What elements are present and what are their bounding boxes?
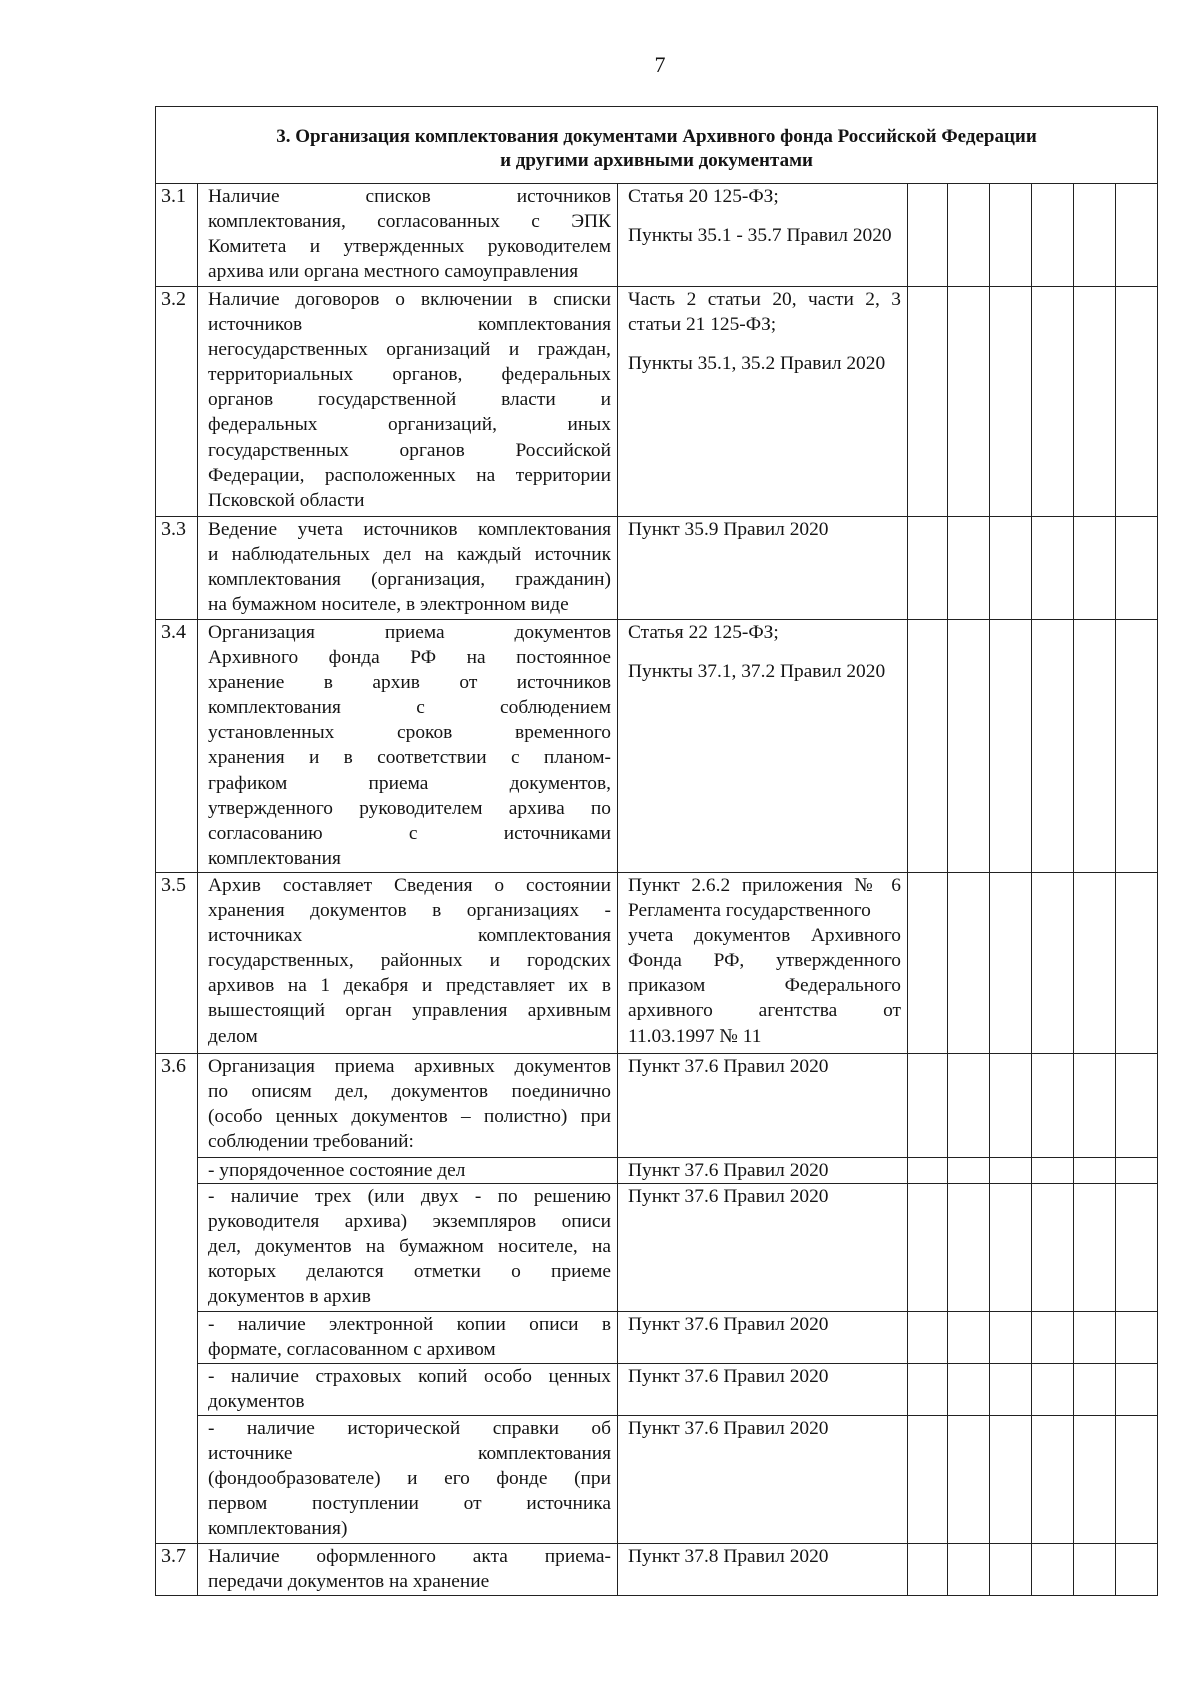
requirement-line: руководителя архива) экземпляров описи xyxy=(208,1211,611,1233)
requirement-cell xyxy=(198,1364,618,1416)
table-row xyxy=(156,1054,1158,1158)
mark-cell[interactable] xyxy=(1074,1184,1116,1312)
requirement-line: - наличие страховых копий особо ценных xyxy=(208,1366,611,1388)
requirement-line: комплектования xyxy=(208,847,341,869)
mark-cell[interactable] xyxy=(948,1544,990,1596)
reference-line: Регламента государственного xyxy=(628,900,871,922)
requirement-cell xyxy=(198,1054,618,1158)
mark-cell[interactable] xyxy=(1116,620,1158,873)
mark-cell[interactable] xyxy=(948,184,990,287)
requirement-line: федеральных организаций, иных xyxy=(208,414,611,436)
mark-cell[interactable] xyxy=(1032,1544,1074,1596)
reference-cell xyxy=(618,1158,908,1184)
mark-cell[interactable] xyxy=(908,1054,948,1158)
mark-cell[interactable] xyxy=(908,1312,948,1364)
table-row xyxy=(156,517,1158,620)
mark-cell[interactable] xyxy=(1032,287,1074,517)
reference-cell xyxy=(618,1184,908,1312)
requirement-line: формате, согласованном с архивом xyxy=(208,1339,496,1361)
mark-cell[interactable] xyxy=(1032,1416,1074,1544)
mark-cell[interactable] xyxy=(1074,1544,1116,1596)
checklist-table xyxy=(155,106,1158,1596)
mark-cell[interactable] xyxy=(990,1544,1032,1596)
mark-cell[interactable] xyxy=(1032,620,1074,873)
reference-line: статьи 21 125-ФЗ; xyxy=(628,314,777,336)
requirement-line: Ведение учета источников комплектования xyxy=(208,519,611,540)
table-row xyxy=(156,287,1158,517)
mark-cell[interactable] xyxy=(908,1544,948,1596)
requirement-line: государственных органов Российской xyxy=(208,439,611,461)
mark-cell[interactable] xyxy=(1032,1054,1074,1158)
requirement-line: хранения и в соответствии с планом- xyxy=(208,747,611,769)
mark-cell[interactable] xyxy=(1074,873,1116,1054)
table-row xyxy=(156,1312,1158,1364)
mark-cell[interactable] xyxy=(1116,1544,1158,1596)
reference-line: Пункт 37.6 Правил 2020 xyxy=(628,1056,829,1077)
mark-cell[interactable] xyxy=(1074,620,1116,873)
requirement-line: комплектования с соблюдением xyxy=(208,697,611,719)
mark-cell[interactable] xyxy=(1074,1364,1116,1416)
reference-cell xyxy=(618,873,908,1054)
reference-cell xyxy=(618,620,908,873)
reference-line: архивного агентства от xyxy=(628,1000,901,1022)
requirement-line: Федерации, расположенных на территории xyxy=(208,464,611,486)
requirement-line: Организация приема архивных документов xyxy=(208,1056,611,1077)
requirement-line: архива или органа местного самоуправления xyxy=(208,261,579,283)
requirement-line: комплектования) xyxy=(208,1518,348,1540)
reference-cell xyxy=(618,287,908,517)
requirement-line: и наблюдательных дел на каждый источник xyxy=(208,544,611,566)
reference-line: Пункты 37.1, 37.2 Правил 2020 xyxy=(628,661,886,683)
mark-cell[interactable] xyxy=(1032,1364,1074,1416)
section-title-line2: и другими архивными документами xyxy=(500,150,813,171)
mark-cell[interactable] xyxy=(1116,1054,1158,1158)
reference-line: Пункт 37.6 Правил 2020 xyxy=(628,1160,829,1181)
mark-cell[interactable] xyxy=(948,873,990,1054)
mark-cell[interactable] xyxy=(1032,1158,1074,1184)
mark-cell[interactable] xyxy=(948,1054,990,1158)
page-number: 7 xyxy=(654,52,666,77)
mark-cell[interactable] xyxy=(990,1158,1032,1184)
requirement-cell xyxy=(198,1416,618,1544)
reference-line: Статья 22 125-ФЗ; xyxy=(628,622,779,643)
requirement-line: хранения документов в организациях - xyxy=(208,900,611,922)
requirement-cell xyxy=(198,287,618,517)
table-row xyxy=(156,1544,1158,1596)
mark-cell[interactable] xyxy=(1032,517,1074,620)
requirement-line: первом поступлении от источника xyxy=(208,1493,611,1515)
reference-line: Пункт 37.6 Правил 2020 xyxy=(628,1314,829,1336)
mark-cell[interactable] xyxy=(1116,517,1158,620)
requirement-line: по описям дел, документов поединично xyxy=(208,1081,611,1103)
requirement-cell xyxy=(198,873,618,1054)
reference-line: Фонда РФ, утвержденного xyxy=(628,950,901,972)
requirement-cell xyxy=(198,517,618,620)
requirement-line: Наличие договоров о включении в списки xyxy=(208,289,611,310)
requirement-line: источниках комплектования xyxy=(208,925,611,947)
requirement-line: делом xyxy=(208,1025,258,1047)
item-number: 3.5 xyxy=(156,873,198,1054)
mark-cell[interactable] xyxy=(948,1364,990,1416)
mark-cell[interactable] xyxy=(1074,1312,1116,1364)
mark-cell[interactable] xyxy=(990,517,1032,620)
reference-line: 11.03.1997 № 11 xyxy=(628,1025,762,1047)
mark-cell[interactable] xyxy=(1074,1416,1116,1544)
reference-cell xyxy=(618,517,908,620)
mark-cell[interactable] xyxy=(1116,873,1158,1054)
reference-cell xyxy=(618,1416,908,1544)
mark-cell[interactable] xyxy=(990,1184,1032,1312)
mark-cell[interactable] xyxy=(1032,873,1074,1054)
mark-cell[interactable] xyxy=(908,1416,948,1544)
mark-cell[interactable] xyxy=(990,620,1032,873)
mark-cell[interactable] xyxy=(990,873,1032,1054)
reference-line: Пункт 37.6 Правил 2020 xyxy=(628,1418,829,1440)
reference-line: Часть 2 статьи 20, части 2, 3 xyxy=(628,289,901,310)
requirement-line: соблюдении требований: xyxy=(208,1131,414,1153)
requirement-line: дел, документов на бумажном носителе, на xyxy=(208,1236,611,1258)
item-number: 3.4 xyxy=(156,620,198,873)
reference-cell xyxy=(618,1364,908,1416)
requirement-line: графиком приема документов, xyxy=(208,772,611,794)
mark-cell[interactable] xyxy=(1074,184,1116,287)
mark-cell[interactable] xyxy=(908,517,948,620)
requirement-line: хранение в архив от источников xyxy=(208,672,611,694)
requirement-line: документов xyxy=(208,1391,305,1413)
table-row xyxy=(156,184,1158,287)
requirement-line: на бумажном носителе, в электронном виде xyxy=(208,594,569,616)
mark-cell[interactable] xyxy=(990,184,1032,287)
table-row xyxy=(156,873,1158,1054)
table-row xyxy=(156,1184,1158,1312)
reference-line: Пункт 37.8 Правил 2020 xyxy=(628,1546,829,1568)
mark-cell[interactable] xyxy=(990,1416,1032,1544)
mark-cell[interactable] xyxy=(1074,1158,1116,1184)
requirement-line: территориальных органов, федеральных xyxy=(208,364,611,386)
mark-cell[interactable] xyxy=(1116,1158,1158,1184)
requirement-line: - наличие трех (или двух - по решению xyxy=(208,1186,611,1208)
mark-cell[interactable] xyxy=(1116,1312,1158,1364)
reference-line: учета документов Архивного xyxy=(628,925,901,947)
reference-line: Пункты 35.1, 35.2 Правил 2020 xyxy=(628,353,886,375)
mark-cell[interactable] xyxy=(1116,1364,1158,1416)
requirement-line: Наличие оформленного акта приема- xyxy=(208,1546,611,1568)
reference-cell xyxy=(618,1312,908,1364)
reference-cell xyxy=(618,1054,908,1158)
mark-cell[interactable] xyxy=(1074,517,1116,620)
reference-cell xyxy=(618,1544,908,1596)
mark-cell[interactable] xyxy=(1032,184,1074,287)
requirement-line: документов в архив xyxy=(208,1286,371,1308)
requirement-line: источнике комплектования xyxy=(208,1443,611,1465)
requirement-line: комплектования (организация, гражданин) xyxy=(208,569,611,591)
requirement-line: Наличие списков источников xyxy=(208,186,611,207)
mark-cell[interactable] xyxy=(948,620,990,873)
item-number: 3.3 xyxy=(156,517,198,620)
requirement-line: Комитета и утвержденных руководителем xyxy=(208,236,611,258)
table-row xyxy=(156,1416,1158,1544)
requirement-line: Псковской области xyxy=(208,489,365,511)
requirement-line: вышестоящий орган управления архивным xyxy=(208,1000,611,1022)
mark-cell[interactable] xyxy=(1032,1312,1074,1364)
requirement-line: которых делаются отметки о приеме xyxy=(208,1261,611,1283)
requirement-line: (особо ценных документов – полистно) при xyxy=(208,1106,611,1128)
requirement-line: Архив составляет Сведения о состоянии xyxy=(208,875,611,896)
mark-cell[interactable] xyxy=(1116,184,1158,287)
reference-line: Пункты 35.1 - 35.7 Правил 2020 xyxy=(628,225,892,247)
mark-cell[interactable] xyxy=(908,287,948,517)
mark-cell[interactable] xyxy=(948,1158,990,1184)
requirement-line: передачи документов на хранение xyxy=(208,1571,490,1593)
reference-line: Пункт 37.6 Правил 2020 xyxy=(628,1186,829,1208)
mark-cell[interactable] xyxy=(948,1184,990,1312)
mark-cell[interactable] xyxy=(1032,1184,1074,1312)
mark-cell[interactable] xyxy=(1074,287,1116,517)
mark-cell[interactable] xyxy=(908,873,948,1054)
mark-cell[interactable] xyxy=(948,1312,990,1364)
reference-line: Пункт 2.6.2 приложения № 6 xyxy=(628,875,901,896)
mark-cell[interactable] xyxy=(990,287,1032,517)
mark-cell[interactable] xyxy=(948,517,990,620)
mark-cell[interactable] xyxy=(990,1364,1032,1416)
section-title-line1: 3. Организация комплектования документами Архивного фонда Российской Федерации xyxy=(276,126,1037,147)
requirement-line: органов государственной власти и xyxy=(208,389,611,411)
requirement-line: государственных, районных и городских xyxy=(208,950,611,972)
requirement-line: утвержденного руководителем архива по xyxy=(208,797,611,819)
requirement-line: архивов на 1 декабря и представляет их в xyxy=(208,975,611,997)
requirement-line: комплектования, согласованных с ЭПК xyxy=(208,211,611,233)
item-number: 3.2 xyxy=(156,287,198,517)
requirement-line: (фондообразователе) и его фонде (при xyxy=(208,1468,611,1490)
table-row xyxy=(156,620,1158,873)
item-number: 3.6 xyxy=(156,1054,198,1544)
mark-cell[interactable] xyxy=(948,1416,990,1544)
requirement-line: источников комплектования xyxy=(208,314,611,336)
mark-cell[interactable] xyxy=(990,1054,1032,1158)
reference-line: Статья 20 125-ФЗ; xyxy=(628,186,779,207)
requirement-line: - упорядоченное состояние дел xyxy=(208,1160,466,1181)
requirement-line: Архивного фонда РФ на постоянное xyxy=(208,647,611,669)
mark-cell[interactable] xyxy=(908,184,948,287)
item-number: 3.1 xyxy=(156,184,198,287)
mark-cell[interactable] xyxy=(908,620,948,873)
mark-cell[interactable] xyxy=(990,1312,1032,1364)
mark-cell[interactable] xyxy=(1116,1416,1158,1544)
reference-line: Пункт 35.9 Правил 2020 xyxy=(628,519,829,540)
item-number: 3.7 xyxy=(156,1544,198,1596)
requirement-cell xyxy=(198,1184,618,1312)
reference-line: Пункт 37.6 Правил 2020 xyxy=(628,1366,829,1388)
reference-cell xyxy=(618,184,908,287)
requirement-line: - наличие исторической справки об xyxy=(208,1418,611,1440)
mark-cell[interactable] xyxy=(908,1364,948,1416)
mark-cell[interactable] xyxy=(1074,1054,1116,1158)
mark-cell[interactable] xyxy=(908,1184,948,1312)
mark-cell[interactable] xyxy=(1116,287,1158,517)
requirement-cell xyxy=(198,1544,618,1596)
mark-cell[interactable] xyxy=(908,1158,948,1184)
table-row xyxy=(156,1158,1158,1184)
reference-line: приказом Федерального xyxy=(628,975,901,997)
requirement-cell xyxy=(198,620,618,873)
requirement-cell xyxy=(198,1312,618,1364)
mark-cell[interactable] xyxy=(1116,1184,1158,1312)
requirement-line: установленных сроков временного xyxy=(208,722,611,744)
requirement-line: негосударственных организаций и граждан, xyxy=(208,339,611,361)
requirement-cell xyxy=(198,184,618,287)
table-row xyxy=(156,1364,1158,1416)
mark-cell[interactable] xyxy=(948,287,990,517)
requirement-cell xyxy=(198,1158,618,1184)
requirement-line: Организация приема документов xyxy=(208,622,611,643)
requirement-line: согласованию с источниками xyxy=(208,822,611,844)
section-header xyxy=(156,107,1158,184)
requirement-line: - наличие электронной копии описи в xyxy=(208,1314,611,1336)
